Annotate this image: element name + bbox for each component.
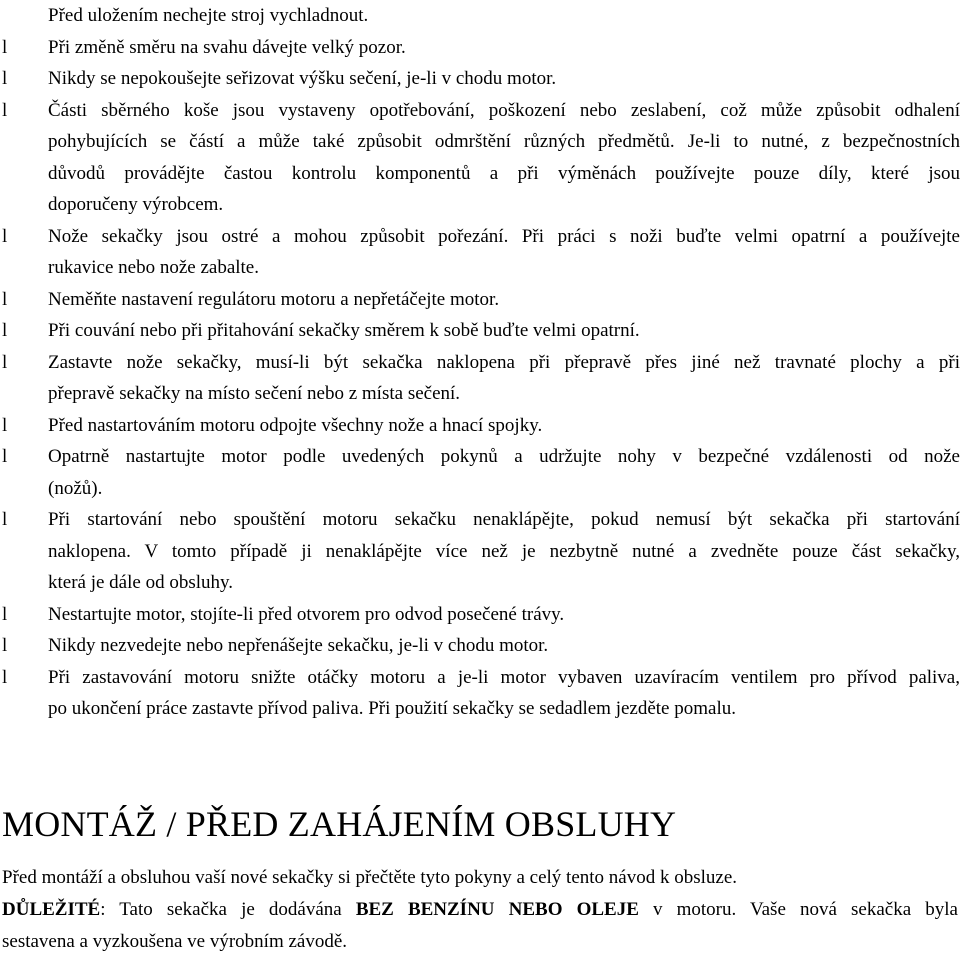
important-text: Tato sekačka je dodávána [105,899,355,920]
bullet-marker: l [2,284,7,316]
bullet-marker: l [2,410,7,442]
important-note-line: sestavena a vyzkoušena ve výrobním závodě. [2,926,958,957]
list-item-line: Nikdy nezvedejte nebo nepřenášejte sekačku, je-li v chodu motor. [48,630,960,662]
list-item-line: přepravě sekačky na místo sečení nebo z místa sečení. [48,378,960,410]
list-item-line: Neměňte nastavení regulátoru motoru a nepřetáčejte motor. [48,284,960,316]
list-item [0,32,960,64]
list-item [0,347,960,410]
list-item-line: pohybujících se částí a může také způsobit odmrštění různých předmětů. Je-li to nutné, z bezpečnostních [48,126,960,158]
important-note-line [2,894,958,926]
important-label: DŮLEŽITÉ [2,899,100,920]
list-item [0,315,960,347]
list-item-line: Nestartujte motor, stojíte-li před otvorem pro odvod posečené trávy. [48,599,960,631]
list-item [0,0,960,32]
list-item-line: po ukončení práce zastavte přívod paliva. Při použití sekačky se sedadlem jezděte pomalu. [48,693,960,725]
list-item-line: Před uložením nechejte stroj vychladnout. [48,0,960,32]
section-heading: MONTÁŽ / PŘED ZAHÁJENÍM OBSLUHY [2,800,676,848]
bullet-marker: l [2,441,7,473]
list-item-line: (nožů). [48,473,960,505]
bullet-marker: l [2,630,7,662]
list-item-line: Před nastartováním motoru odpojte všechny nože a hnací spojky. [48,410,960,442]
important-note-paragraph [2,894,958,957]
list-item-line: Při startování nebo spouštění motoru sekačku nenaklápějte, pokud nemusí být sekačka při startování [48,504,960,536]
bullet-marker: l [2,32,7,64]
important-colon: : [100,899,105,920]
list-item-line: Nože sekačky jsou ostré a mohou způsobit pořezání. Při práci s noži buďte velmi opatrní a používejte [48,221,960,253]
bullet-marker: l [2,315,7,347]
list-item-line: Při zastavování motoru snižte otáčky motoru a je-li motor vybaven uzavíracím ventilem pro přívod paliva, [48,662,960,694]
list-item [0,410,960,442]
list-item [0,662,960,725]
list-item-line: která je dále od obsluhy. [48,567,960,599]
list-item-line: rukavice nebo nože zabalte. [48,252,960,284]
list-item-line: Opatrně nastartujte motor podle uvedených pokynů a udržujte nohy v bezpečné vzdálenosti od nože [48,441,960,473]
bullet-marker: l [2,662,7,694]
list-item-line: naklopena. V tomto případě ji nenaklápějte více než je nezbytně nutné a zvedněte pouze část sekačky, [48,536,960,568]
bullet-marker: l [2,63,7,95]
list-item [0,630,960,662]
list-item-line: Zastavte nože sekačky, musí-li být sekačka naklopena při přepravě přes jiné než travnaté plochy a při [48,347,960,379]
bullet-marker: l [2,95,7,127]
list-item [0,63,960,95]
bullet-marker: l [2,347,7,379]
list-item-line: Při couvání nebo při přitahování sekačky směrem k sobě buďte velmi opatrní. [48,315,960,347]
list-item-line: Při změně směru na svahu dávejte velký pozor. [48,32,960,64]
bullet-marker: l [2,504,7,536]
intro-paragraph [2,862,958,894]
list-item [0,504,960,599]
list-item [0,284,960,316]
list-item [0,221,960,284]
list-item-line: Části sběrného koše jsou vystaveny opotřebování, poškození nebo zeslabení, což může způsobit odhalení [48,95,960,127]
list-item-line: doporučeny výrobcem. [48,189,960,221]
intro-paragraph-line: Před montáží a obsluhou vaší nové sekačky si přečtěte tyto pokyny a celý tento návod k obsluze. [2,862,958,894]
bullet-marker: l [2,221,7,253]
list-item [0,95,960,221]
list-item-line: Nikdy se nepokoušejte seřizovat výšku sečení, je-li v chodu motor. [48,63,960,95]
list-item-line: důvodů provádějte častou kontrolu komponentů a při výměnách používejte pouze díly, které jsou [48,158,960,190]
bullet-marker: l [2,599,7,631]
list-item [0,599,960,631]
list-item [0,441,960,504]
important-text: v motoru. Vaše nová sekačka byla [639,899,958,920]
no-fuel-emphasis: BEZ BENZÍNU NEBO OLEJE [356,899,639,920]
